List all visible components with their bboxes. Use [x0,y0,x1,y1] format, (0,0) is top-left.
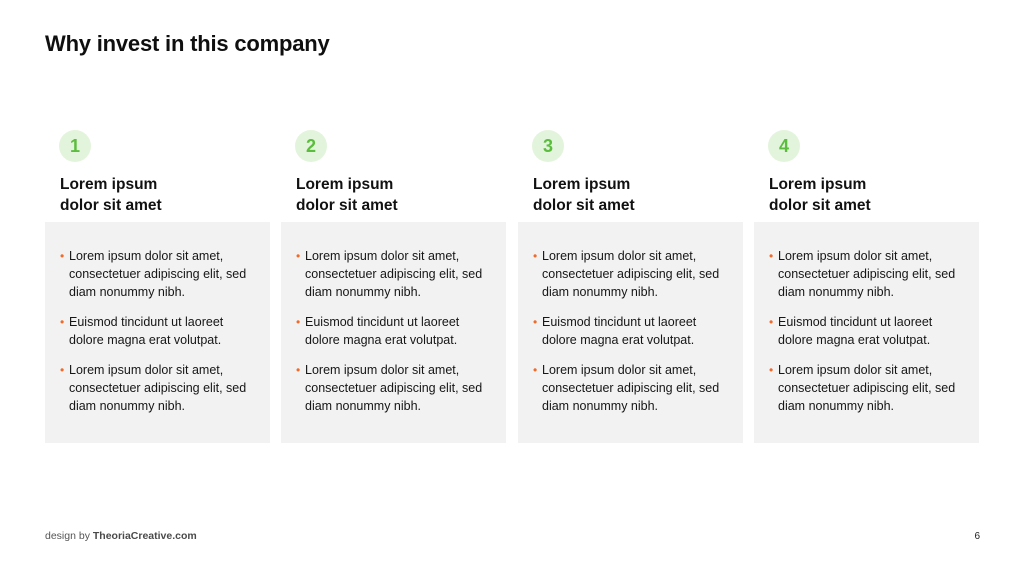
bullet-item [533,361,729,415]
page-number: 6 [974,531,980,542]
bullet-item [60,247,256,301]
bullet-item [769,361,965,415]
bullet-text: Lorem ipsum dolor sit amet, consectetuer adipiscing elit, sed diam nonummy nibh. [69,249,247,299]
number-badge: 4 [768,130,800,162]
bullet-dot-icon: • [296,363,301,377]
column-heading-line-1: Lorem ipsum [296,176,394,193]
bullet-dot-icon: • [60,249,65,263]
bullet-text: Lorem ipsum dolor sit amet, consectetuer adipiscing elit, sed diam nonummy nibh. [542,249,720,299]
bullet-text: Lorem ipsum dolor sit amet, consectetuer adipiscing elit, sed diam nonummy nibh. [305,249,483,299]
bullet-text: Euismod tincidunt ut laoreet dolore magna erat volutpat. [69,315,224,347]
bullet-item [533,247,729,301]
slide-title: Why invest in this company [45,31,330,56]
bullet-dot-icon: • [769,363,774,377]
number-badge: 3 [532,130,564,162]
column-heading-line-1: Lorem ipsum [769,176,867,193]
bullet-card [518,222,743,443]
column-heading-line-2: dolor sit amet [533,197,635,214]
bullet-list [281,222,506,415]
footer-credit-prefix: design by [45,530,93,542]
bullet-item [533,313,729,349]
footer-brand-link[interactable]: TheoriaCreative.com [92,530,197,542]
bullet-dot-icon: • [533,363,538,377]
bullet-dot-icon: • [296,249,301,263]
column-heading [769,174,969,216]
footer-credit [45,530,197,542]
column-heading-line-1: Lorem ipsum [60,176,158,193]
column-heading [60,174,260,216]
bullet-card [281,222,506,443]
column-heading-line-1: Lorem ipsum [533,176,631,193]
bullet-item [296,361,492,415]
bullet-dot-icon: • [769,315,774,329]
bullet-text: Lorem ipsum dolor sit amet, consectetuer adipiscing elit, sed diam nonummy nibh. [778,249,956,299]
bullet-list [45,222,270,415]
column-heading-line-2: dolor sit amet [296,197,398,214]
bullet-text: Lorem ipsum dolor sit amet, consectetuer adipiscing elit, sed diam nonummy nibh. [69,363,247,413]
bullet-list [754,222,979,415]
bullet-card [45,222,270,443]
bullet-dot-icon: • [533,249,538,263]
column-heading [533,174,733,216]
bullet-card [754,222,979,443]
bullet-text: Lorem ipsum dolor sit amet, consectetuer adipiscing elit, sed diam nonummy nibh. [778,363,956,413]
bullet-item [296,247,492,301]
column-heading [296,174,496,216]
bullet-text: Lorem ipsum dolor sit amet, consectetuer adipiscing elit, sed diam nonummy nibh. [542,363,720,413]
bullet-item [60,361,256,415]
bullet-dot-icon: • [769,249,774,263]
bullet-dot-icon: • [60,315,65,329]
column-heading-line-2: dolor sit amet [60,197,162,214]
bullet-item [60,313,256,349]
bullet-dot-icon: • [296,315,301,329]
column-heading-line-2: dolor sit amet [769,197,871,214]
bullet-dot-icon: • [60,363,65,377]
bullet-text: Lorem ipsum dolor sit amet, consectetuer adipiscing elit, sed diam nonummy nibh. [305,363,483,413]
bullet-item [769,247,965,301]
bullet-dot-icon: • [533,315,538,329]
bullet-text: Euismod tincidunt ut laoreet dolore magna erat volutpat. [305,315,460,347]
bullet-item [769,313,965,349]
number-badge: 2 [295,130,327,162]
bullet-text: Euismod tincidunt ut laoreet dolore magna erat volutpat. [778,315,933,347]
bullet-text: Euismod tincidunt ut laoreet dolore magna erat volutpat. [542,315,697,347]
number-badge: 1 [59,130,91,162]
bullet-item [296,313,492,349]
bullet-list [518,222,743,415]
